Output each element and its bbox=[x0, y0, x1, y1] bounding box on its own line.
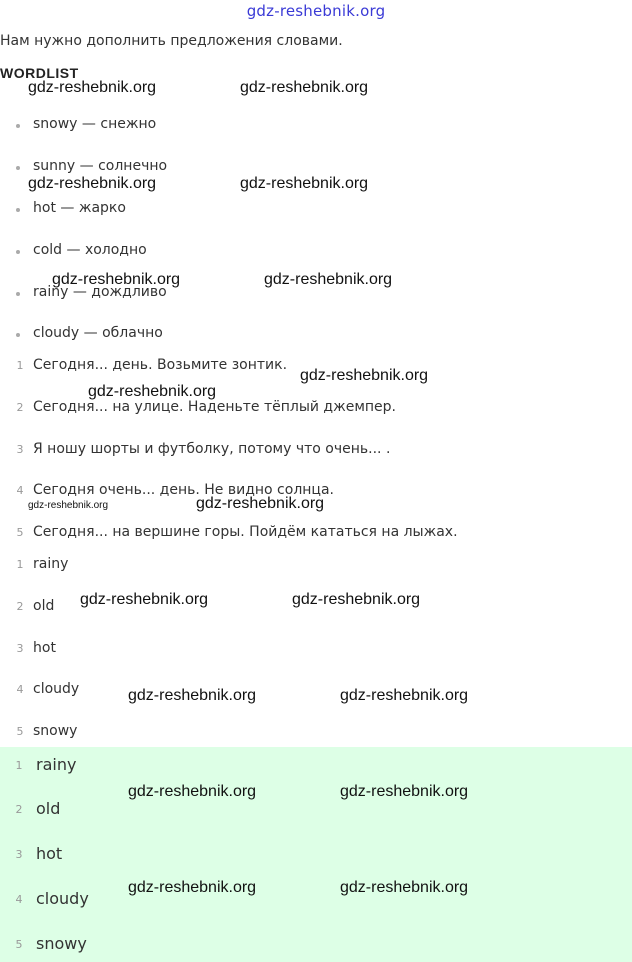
sentence-number: 5 bbox=[16, 526, 24, 539]
answer-text: snowy bbox=[33, 723, 78, 739]
wordlist-item bbox=[0, 198, 632, 222]
sentence-number: 2 bbox=[16, 401, 24, 414]
watermark: gdz-reshebnik.org bbox=[264, 271, 393, 288]
sentence-item bbox=[0, 522, 632, 546]
wordlist-item-text: snowy — снежно bbox=[33, 116, 157, 132]
answer-text: cloudy bbox=[33, 681, 80, 697]
final-answer-number: 4 bbox=[15, 893, 23, 906]
watermark: gdz-reshebnik.org bbox=[240, 79, 369, 96]
wordlist-item-text: rainy — дождливо bbox=[33, 284, 167, 300]
answer-number: 2 bbox=[16, 600, 24, 613]
wordlist-item bbox=[0, 114, 632, 138]
watermark: gdz-reshebnik.org bbox=[300, 367, 429, 384]
watermark: gdz-reshebnik.org bbox=[28, 500, 109, 511]
wordlist-item-text: hot — жарко bbox=[33, 200, 126, 216]
watermark: gdz-reshebnik.org bbox=[292, 591, 421, 608]
final-answer-item bbox=[0, 844, 632, 868]
sentence-text: Сегодня... на улице. Наденьте тёплый джемпер. bbox=[33, 399, 396, 415]
final-answer-text: snowy bbox=[36, 934, 87, 953]
bullet-icon bbox=[16, 250, 20, 254]
bullet-icon bbox=[16, 208, 20, 212]
watermark: gdz-reshebnik.org bbox=[340, 783, 469, 800]
answer-item bbox=[0, 721, 632, 745]
sentence-number: 1 bbox=[16, 359, 24, 372]
final-answer-number: 1 bbox=[15, 759, 23, 772]
answer-panel bbox=[0, 747, 632, 962]
answer-number: 4 bbox=[16, 683, 24, 696]
watermark: gdz-reshebnik.org bbox=[340, 687, 469, 704]
watermark: gdz-reshebnik.org bbox=[80, 591, 209, 608]
answer-text: rainy bbox=[33, 556, 69, 572]
answer-number: 1 bbox=[16, 558, 24, 571]
wordlist-item bbox=[0, 323, 632, 347]
watermark: gdz-reshebnik.org bbox=[28, 175, 157, 192]
answer-text: hot bbox=[33, 640, 56, 656]
answer-number: 3 bbox=[16, 642, 24, 655]
final-answer-item bbox=[0, 889, 632, 913]
final-answer-text: old bbox=[36, 799, 61, 818]
sentence-number: 4 bbox=[16, 484, 24, 497]
watermark: gdz-reshebnik.org bbox=[128, 687, 257, 704]
site-header-link[interactable]: gdz-reshebnik.org bbox=[246, 2, 386, 20]
final-answer-text: rainy bbox=[36, 755, 77, 774]
final-answer-number: 2 bbox=[15, 803, 23, 816]
wordlist-item bbox=[0, 240, 632, 264]
final-answer-text: cloudy bbox=[36, 889, 89, 908]
wordlist-item-text: cold — холодно bbox=[33, 242, 147, 258]
watermark: gdz-reshebnik.org bbox=[196, 495, 325, 512]
watermark: gdz-reshebnik.org bbox=[340, 879, 469, 896]
answer-item bbox=[0, 554, 632, 578]
intro-text: Нам нужно дополнить предложения словами. bbox=[0, 33, 343, 49]
answer-number: 5 bbox=[16, 725, 24, 738]
final-answer-number: 5 bbox=[15, 938, 23, 951]
sentence-text: Я ношу шорты и футболку, потому что очень... . bbox=[33, 441, 391, 457]
sentence-text: Сегодня очень... день. Не видно солнца. bbox=[33, 482, 334, 498]
final-answer-item bbox=[0, 799, 632, 823]
bullet-icon bbox=[16, 124, 20, 128]
watermark: gdz-reshebnik.org bbox=[28, 79, 157, 96]
sentence-number: 3 bbox=[16, 443, 24, 456]
watermark: gdz-reshebnik.org bbox=[240, 175, 369, 192]
sentence-item bbox=[0, 439, 632, 463]
watermark: gdz-reshebnik.org bbox=[52, 271, 181, 288]
watermark: gdz-reshebnik.org bbox=[128, 879, 257, 896]
sentence-text: Сегодня... день. Возьмите зонтик. bbox=[33, 357, 288, 373]
watermark: gdz-reshebnik.org bbox=[88, 383, 217, 400]
bullet-icon bbox=[16, 166, 20, 170]
final-answer-item bbox=[0, 755, 632, 779]
answer-item bbox=[0, 679, 632, 703]
answer-text: old bbox=[33, 598, 55, 614]
watermark: gdz-reshebnik.org bbox=[128, 783, 257, 800]
final-answer-number: 3 bbox=[15, 848, 23, 861]
bullet-icon bbox=[16, 292, 20, 296]
wordlist-heading: WORDLIST bbox=[0, 65, 79, 81]
sentence-text: Сегодня... на вершине горы. Пойдём кататься на лыжах. bbox=[33, 524, 458, 540]
answer-item bbox=[0, 638, 632, 662]
final-answer-text: hot bbox=[36, 844, 63, 863]
final-answer-item bbox=[0, 934, 632, 958]
bullet-icon bbox=[16, 333, 20, 337]
wordlist-item-text: cloudy — облачно bbox=[33, 325, 163, 341]
wordlist-item-text: sunny — солнечно bbox=[33, 158, 168, 174]
